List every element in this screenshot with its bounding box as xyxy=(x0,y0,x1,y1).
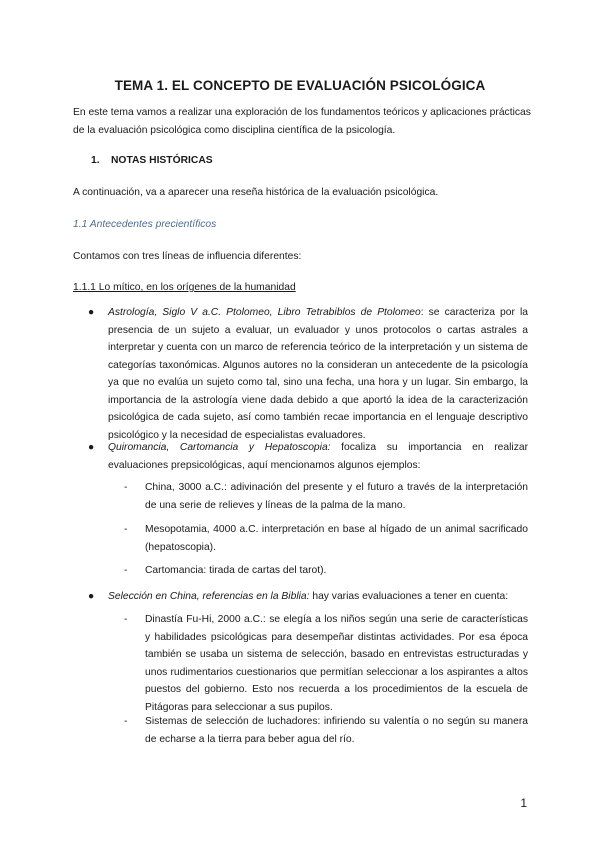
list-item xyxy=(88,439,528,474)
dash-text: China, 3000 a.C.: adivinación del presente y el futuro a través de la interpretación de una serie de relieves y líneas de la palma de la mano. xyxy=(145,482,528,511)
bullet-text: hay varias evaluaciones a tener en cuenta: xyxy=(309,591,509,602)
page-number: 1 xyxy=(520,796,527,810)
dash-marker: - xyxy=(124,614,128,625)
bullet-marker: ● xyxy=(88,591,95,602)
lead-paragraph: A continuación, va a aparecer una reseña histórica de la evaluación psicológica. xyxy=(73,187,439,198)
section-label: NOTAS HISTÓRICAS xyxy=(111,155,213,166)
list-item xyxy=(124,611,528,716)
dash-text: Cartomancia: tirada de cartas del tarot). xyxy=(145,565,327,576)
dash-marker: - xyxy=(124,565,128,576)
bullet-lead: Selección en China, referencias en la Biblia: xyxy=(108,591,310,602)
section-heading xyxy=(91,152,213,170)
bullet-marker: ● xyxy=(88,442,95,453)
page-title: TEMA 1. EL CONCEPTO DE EVALUACIÓN PSICOLÓGICA xyxy=(114,78,486,93)
bullet-text: focaliza su importancia en realizar evaluaciones prepsicológicas, aquí mencionamos algunos ejemplos: xyxy=(108,442,528,471)
section-number: 1. xyxy=(91,155,100,166)
subsubsection-heading: 1.1.1 Lo mítico, en los orígenes de la humanidad xyxy=(73,282,296,293)
list-item xyxy=(124,479,528,514)
list-item xyxy=(124,713,528,748)
dash-text: Dinastía Fu-Hi, 2000 a.C.: se elegía a los niños según una serie de características y habilidades psicológicas para desempeñar distintas actividades. Por esa época también se usaba un sistema de selección, basado en entrevistas estructuradas y unos rudimentarios cuestionarios que permitían seleccionar a los aspirantes a altos puestos del gobierno. Esto nos recuerda a los procedimientos de la escuela de Pitágoras para seleccionar a sus pupilos. xyxy=(145,614,528,713)
intro-paragraph: En este tema vamos a realizar una exploración de los fundamentos teóricos y aplicaciones prácticas de la evaluación psicológica como disciplina científica de la psicología. xyxy=(73,107,531,136)
bullet-text: : se caracteriza por la presencia de un sujeto a evaluar, un evaluador y unos protocolos o cartas astrales a interpretar y cuenta con un marco de referencia teórico de la interpretación y un sistema de categorías taxonómicas. Algunos autores no la consideran un antecedente de la psicología ya que no evalúa un sujeto como tal, sino una fecha, una hora y un lugar. Sin embargo, la importancia de la astrología viene dada debido a que aportó la idea de la caracterización psicológica de cada sujeto, así como también recae importancia en el lenguaje descriptivo psicológico y la necesidad de especialistas evaluadores. xyxy=(108,307,529,441)
subsection-heading: 1.1 Antecedentes precientíficos xyxy=(73,219,217,230)
dash-marker: - xyxy=(124,482,128,493)
dash-text: Sistemas de selección de luchadores: infiriendo su valentía o no según su manera de echarse a la tierra para beber agua del río. xyxy=(145,716,528,745)
dash-marker: - xyxy=(124,716,128,727)
list-item xyxy=(124,562,528,580)
dash-text: Mesopotamia, 4000 a.C. interpretación en base al hígado de un animal sacrificado (hepatoscopia). xyxy=(145,524,528,553)
bullet-lead: Quiromancia, Cartomancia y Hepatoscopia: xyxy=(108,442,331,453)
bullet-lead: Astrología, Siglo V a.C. Ptolomeo, Libro Tetrabiblos de Ptolomeo xyxy=(108,307,421,318)
dash-marker: - xyxy=(124,524,128,535)
lines-paragraph: Contamos con tres líneas de influencia diferentes: xyxy=(73,251,302,262)
list-item xyxy=(88,588,528,606)
list-item xyxy=(124,521,528,556)
list-item xyxy=(88,304,529,444)
bullet-marker: ● xyxy=(88,307,95,318)
